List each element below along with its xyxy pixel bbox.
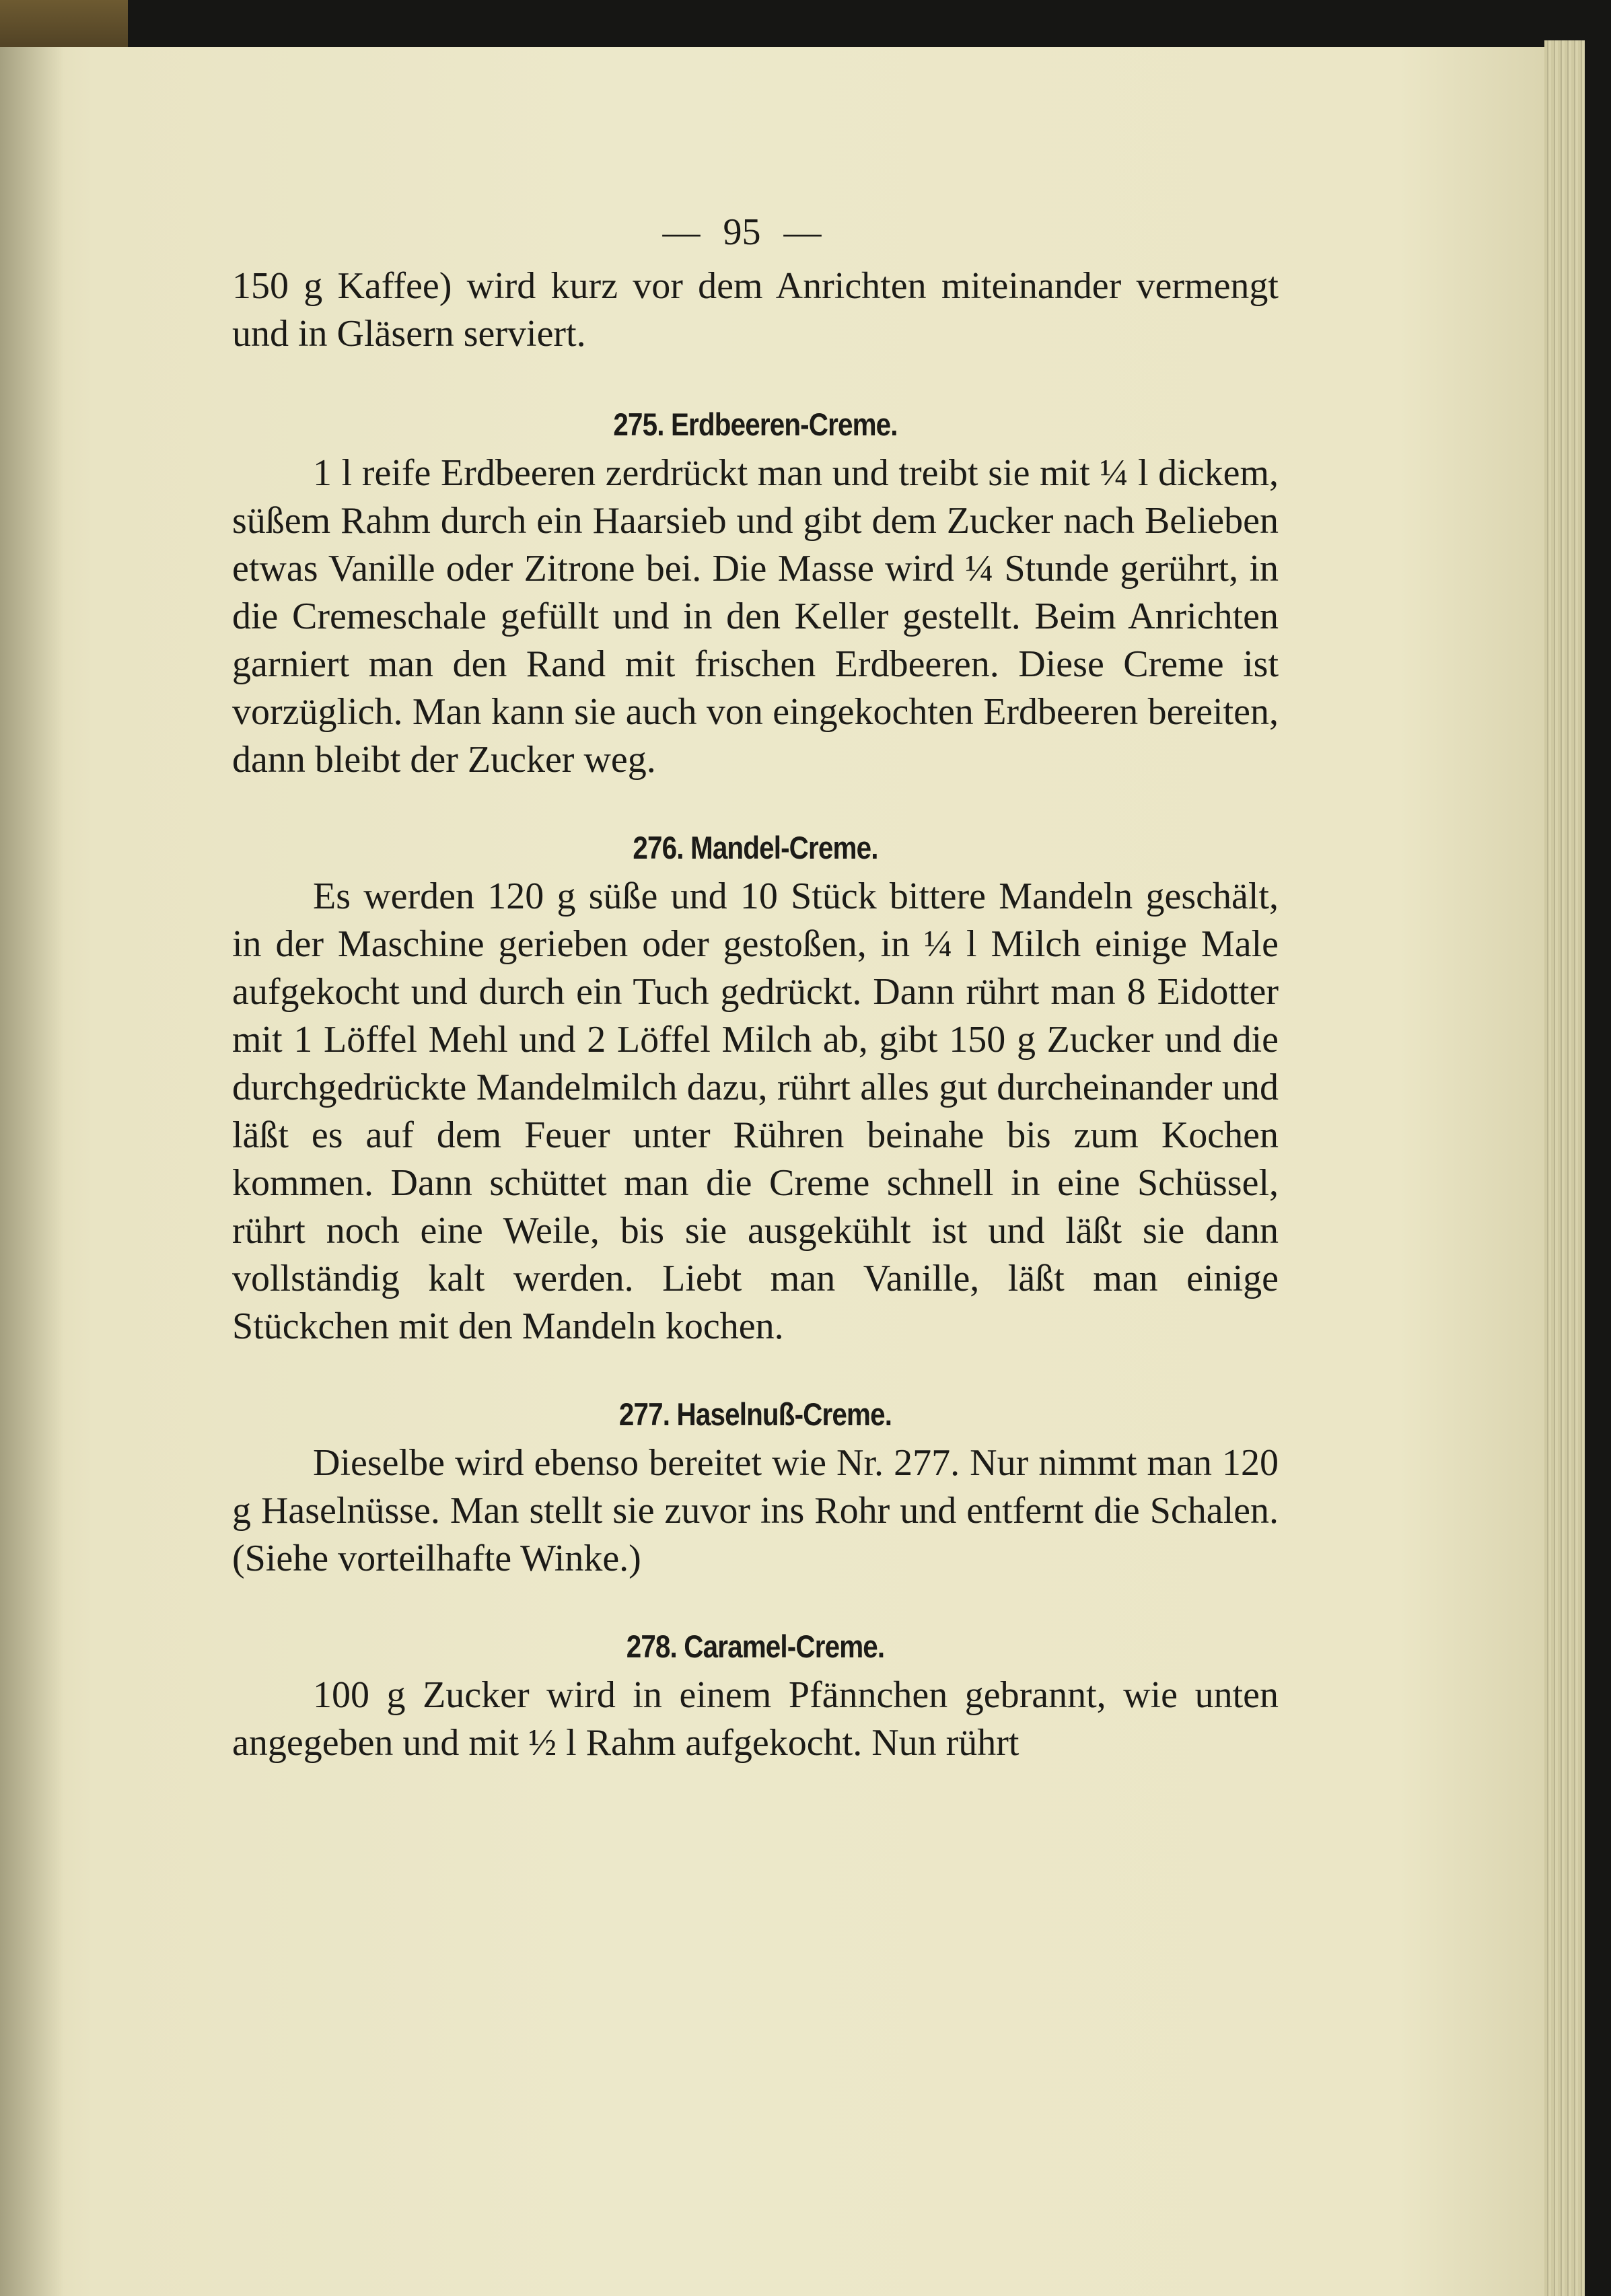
- page-edges: [1544, 40, 1585, 2296]
- recipe-title-275: 275. Erdbeeren-Creme.: [613, 406, 898, 442]
- intro-paragraph: 150 g Kaffee) wird kurz vor dem Anrichten miteinander vermengt und in Gläsern serviert.: [232, 265, 1279, 355]
- recipe-title-278: 278. Caramel-Creme.: [626, 1628, 885, 1664]
- page-number: [205, 202, 1279, 262]
- recipe-text-275: 1 l reife Erdbeeren zerdrückt man und treibt sie mit ¼ l dickem, süßem Rahm durch ein Haarsieb und gibt dem Zucker nach Belieben etwas Vanille oder Zitrone bei. Die Masse wird ¼ Stunde gerührt, in die Cremeschale gefüllt und in den Keller gestellt. Beim Anrichten garniert man den Rand mit frischen Erdbeeren. Diese Creme ist vorzüglich. Man kann sie auch von eingekochten Erdbeeren bereiten, dann bleibt der Zucker weg.: [232, 452, 1279, 781]
- recipe-title-277: 277. Haselnuß-Creme.: [618, 1396, 892, 1432]
- recipe-text-276: Es werden 120 g süße und 10 Stück bittere Mandeln geschält, in der Maschine gerieben oder gestoßen, in ¼ l Milch einige Male aufgekocht und durch ein Tuch gedrückt. Dann rührt man 8 Eidotter mit 1 Löffel Mehl und 2 Löffel Milch ab, gibt 150 g Zucker und die durchgedrückte Mandelmilch dazu, rührt alles gut durcheinander und läßt es auf dem Feuer unter Rühren beinahe bis zum Kochen kommen. Dann schüttet man die Creme schnell in eine Schüssel, rührt noch eine Weile, bis sie ausgekühlt ist und läßt sie dann vollständig kalt werden. Liebt man Vanille, läßt man einige Stückchen mit den Mandeln kochen.: [232, 875, 1279, 1347]
- recipe-title-276: 276. Mandel-Creme.: [633, 830, 878, 865]
- page-number-dash-right: —: [783, 211, 822, 253]
- page-number-dash-left: —: [662, 211, 701, 253]
- page-text: [232, 202, 1279, 1767]
- page-number-value: 95: [723, 211, 761, 253]
- gutter-shadow: [0, 47, 64, 2296]
- recipe-text-278: 100 g Zucker wird in einem Pfännchen gebrannt, wie unten angegeben und mit ½ l Rahm aufgekocht. Nun rührt: [232, 1674, 1279, 1764]
- recipe-text-277: Dieselbe wird ebenso bereitet wie Nr. 277. Nur nimmt man 120 g Haselnüsse. Man stellt sie zuvor ins Rohr und entfernt die Schalen. (Siehe vorteilhafte Winke.): [232, 1442, 1279, 1579]
